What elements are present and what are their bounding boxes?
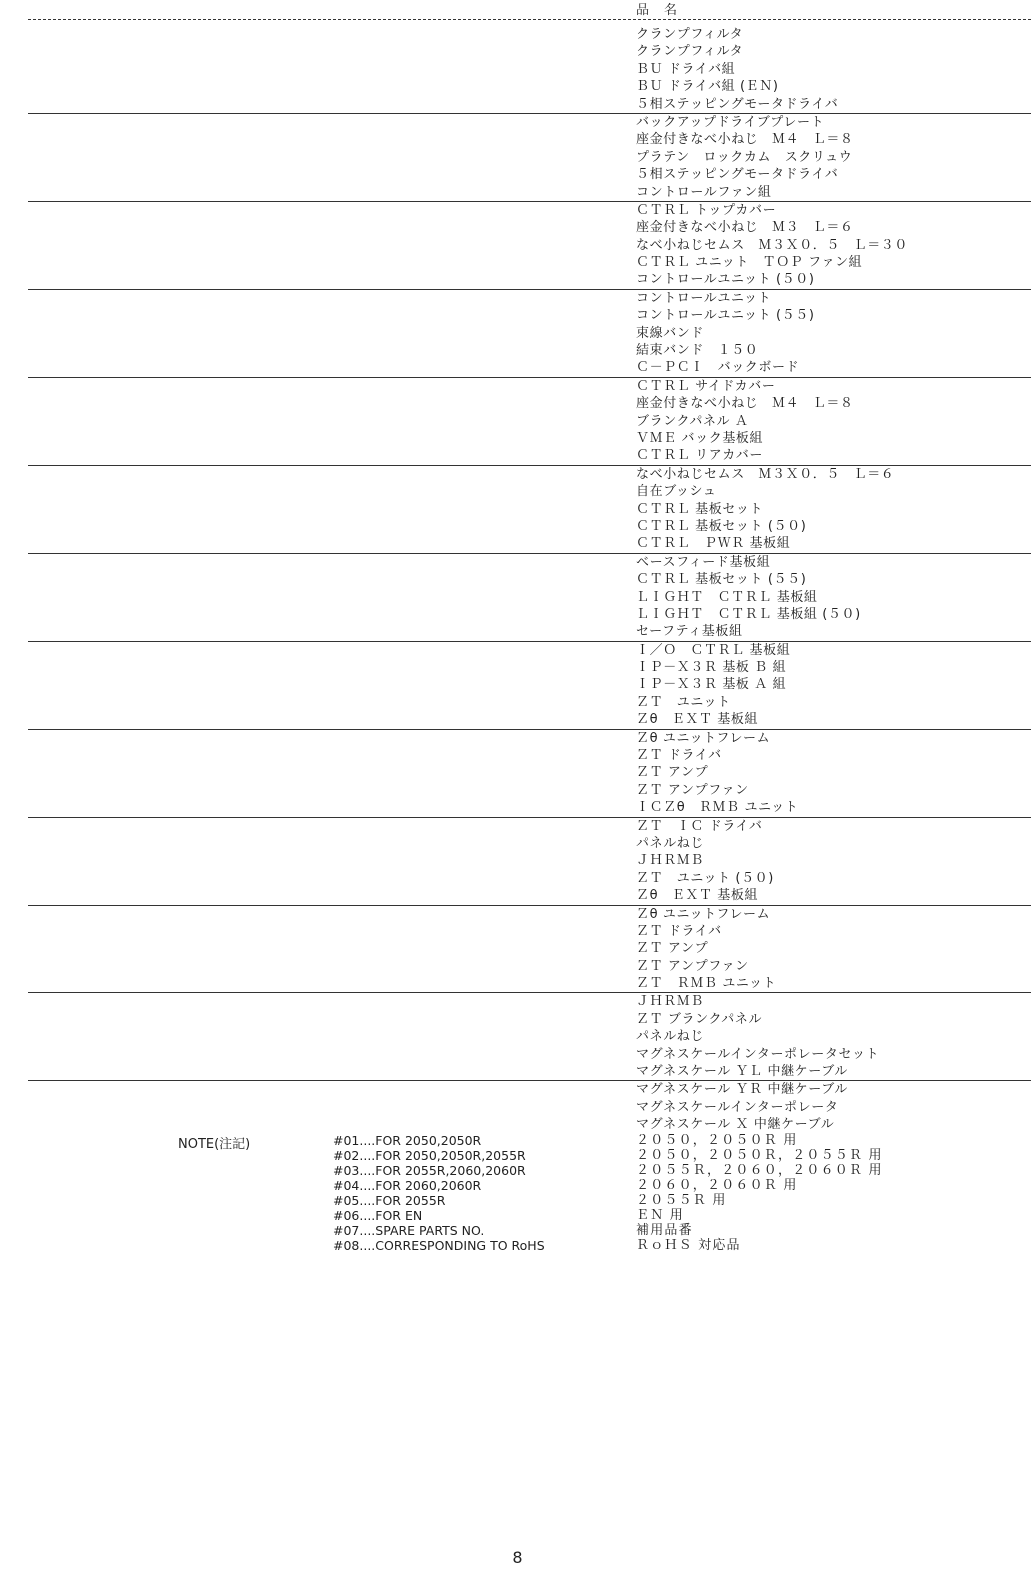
part-item: ＣＴＲＬ ＰＷＲ 基板組: [636, 536, 791, 552]
part-item: ＣＴＲＬ サイドカバー: [636, 378, 776, 394]
part-item: マグネスケール ＹＬ 中継ケーブル: [636, 1064, 848, 1080]
part-item: 自在ブッシュ: [636, 484, 717, 500]
part-group: [28, 553, 1031, 641]
table-header: [0, 0, 1035, 21]
part-item: プラテン ロックカム スクリュウ: [636, 149, 853, 165]
part-group: [28, 817, 1031, 905]
part-item: クランプフィルタ: [636, 27, 744, 42]
part-item: Ｚθ ＥＸＴ 基板組: [636, 712, 759, 728]
part-item: ＺＴ ＩＣ ドライバ: [636, 818, 763, 834]
part-group: [28, 26, 1031, 113]
note-description: ２０５０，２０５０Ｒ 用: [636, 1133, 798, 1148]
part-item: コントロールファン組: [636, 184, 772, 200]
part-item: ＺＴ アンプ: [636, 765, 709, 781]
part-item: ５相ステッピングモータドライバ: [636, 96, 839, 112]
note-code: #06....FOR EN: [333, 1208, 423, 1223]
note-entry: [0, 1193, 1035, 1208]
part-item: ＢＵ ドライバ組 (ＥＮ): [636, 79, 779, 95]
part-item: ＬＩＧＨＴ ＣＴＲＬ 基板組 (５０): [636, 606, 861, 622]
part-item: ＪＨＲＭＢ: [636, 994, 705, 1010]
part-item: ＩＣＺθ ＲＭＢ ユニット: [636, 800, 799, 816]
part-item: Ｃ－ＰＣＩ バックボード: [636, 360, 800, 376]
note-code: #01....FOR 2050,2050R: [333, 1133, 482, 1148]
part-item: ＣＴＲＬ トップカバー: [636, 202, 777, 218]
part-item: 座金付きなべ小ねじ Ｍ４ Ｌ＝８: [636, 132, 854, 148]
part-item: ＺＴ ユニット: [636, 694, 731, 710]
part-item: パネルねじ: [636, 835, 705, 851]
part-item: マグネスケール ＹＲ 中継ケーブル: [636, 1082, 848, 1098]
part-item: Ｚθ ユニットフレーム: [636, 730, 771, 746]
part-item: なべ小ねじセムス Ｍ３Ｘ０．５ Ｌ＝６: [636, 466, 895, 482]
note-description: ２０５５Ｒ，２０６０，２０６０Ｒ 用: [636, 1163, 883, 1178]
part-group: [28, 905, 1031, 993]
part-item: コントロールユニット (５０): [636, 272, 815, 288]
note-entry: [0, 1223, 1035, 1238]
part-item: 座金付きなべ小ねじ Ｍ４ Ｌ＝８: [636, 396, 854, 412]
part-item: バックアップドライブプレート: [636, 114, 825, 130]
part-group: [28, 729, 1031, 817]
page-number: 8: [512, 1548, 523, 1567]
part-group: [28, 641, 1031, 729]
part-item: ＩＰ－Ｘ３Ｒ 基板 Ａ 組: [636, 677, 787, 693]
part-item: なべ小ねじセムス Ｍ３Ｘ０．５ Ｌ＝３０: [636, 237, 909, 253]
header-dashed-divider: [28, 19, 1031, 20]
part-item: ＺＴ アンプ: [636, 941, 709, 957]
part-item: マグネスケール Ｘ 中継ケーブル: [636, 1117, 835, 1133]
part-item: ＺＴ ブランクパネル: [636, 1011, 763, 1027]
part-item: ＣＴＲＬ ユニット ＴＯＰ ファン組: [636, 255, 863, 271]
part-item: ＺＴ アンプファン: [636, 782, 749, 798]
part-item: ＪＨＲＭＢ: [636, 853, 705, 869]
note-description: ＥＮ 用: [636, 1208, 684, 1223]
part-group: [28, 113, 1031, 201]
part-item: ＩＰ－Ｘ３Ｒ 基板 Ｂ 組: [636, 660, 787, 676]
part-item: ＺＴ ドライバ: [636, 748, 722, 764]
note-code: #08....CORRESPONDING TO RoHS: [333, 1238, 545, 1253]
part-item: ＶＭＥ バック基板組: [636, 430, 764, 446]
part-item: ＺＴ ドライバ: [636, 923, 722, 939]
part-item: セーフティ基板組: [636, 624, 743, 640]
note-description: ２０５０，２０５０Ｒ，２０５５Ｒ 用: [636, 1148, 883, 1163]
note-entry: [0, 1208, 1035, 1223]
part-item: Ｚθ ユニットフレーム: [636, 906, 771, 922]
part-group: [28, 377, 1031, 465]
part-item: ブランクパネル Ａ: [636, 413, 749, 429]
note-entry: [0, 1148, 1035, 1163]
note-entry: [0, 1178, 1035, 1193]
part-name-column-title: 品 名: [636, 3, 679, 18]
note-code: #04....FOR 2060,2060R: [333, 1178, 482, 1193]
part-group: [28, 289, 1031, 377]
part-item: 座金付きなべ小ねじ Ｍ３ Ｌ＝６: [636, 220, 854, 236]
part-item: 束線バンド: [636, 325, 705, 341]
part-item: ＺＴ アンプファン: [636, 958, 749, 974]
note-description: ＲｏＨＳ 対応品: [636, 1238, 741, 1253]
part-group: [28, 1080, 1031, 1133]
part-item: Ｉ／Ｏ ＣＴＲＬ 基板組: [636, 642, 791, 658]
part-item: ＣＴＲＬ 基板セット: [636, 501, 764, 517]
part-item: パネルねじ: [636, 1029, 705, 1045]
part-item: マグネスケールインターポレータセット: [636, 1046, 880, 1062]
part-item: コントロールユニット: [636, 290, 772, 306]
part-item: ＬＩＧＨＴ ＣＴＲＬ 基板組: [636, 589, 818, 605]
note-code: #07....SPARE PARTS NO.: [333, 1223, 485, 1238]
part-item: Ｚθ ＥＸＴ 基板組: [636, 888, 759, 904]
notes-label: NOTE(注記): [178, 1137, 251, 1152]
note-entry: [0, 1163, 1035, 1178]
part-item: ＣＴＲＬ 基板セット (５０): [636, 518, 807, 534]
note-entry: [0, 1238, 1035, 1253]
part-item: ＺＴ ユニット (５０): [636, 870, 774, 886]
part-item: クランプフィルタ: [636, 44, 744, 60]
part-group: [28, 465, 1031, 553]
note-description: 補用品番: [636, 1223, 693, 1238]
part-item: 結束バンド １５０: [636, 343, 759, 359]
part-item: ５相ステッピングモータドライバ: [636, 167, 839, 183]
note-description: ２０６０，２０６０Ｒ 用: [636, 1178, 798, 1193]
note-code: #02....FOR 2050,2050R,2055R: [333, 1148, 526, 1163]
part-item: ＢＵ ドライバ組: [636, 61, 736, 77]
part-item: ベースフィード基板組: [636, 554, 771, 570]
part-item: コントロールユニット (５５): [636, 308, 815, 324]
parts-list: [28, 26, 1031, 1134]
part-item: ＣＴＲＬ 基板セット (５５): [636, 572, 807, 588]
note-code: #05....FOR 2055R: [333, 1193, 446, 1208]
part-group: [28, 201, 1031, 289]
note-entry: [0, 1133, 1035, 1148]
note-code: #03....FOR 2055R,2060,2060R: [333, 1163, 526, 1178]
part-item: ＺＴ ＲＭＢ ユニット: [636, 976, 777, 992]
part-group: [28, 992, 1031, 1080]
note-description: ２０５５Ｒ 用: [636, 1193, 727, 1208]
part-item: マグネスケールインターポレータ: [636, 1099, 839, 1115]
part-item: ＣＴＲＬ リアカバー: [636, 448, 764, 464]
